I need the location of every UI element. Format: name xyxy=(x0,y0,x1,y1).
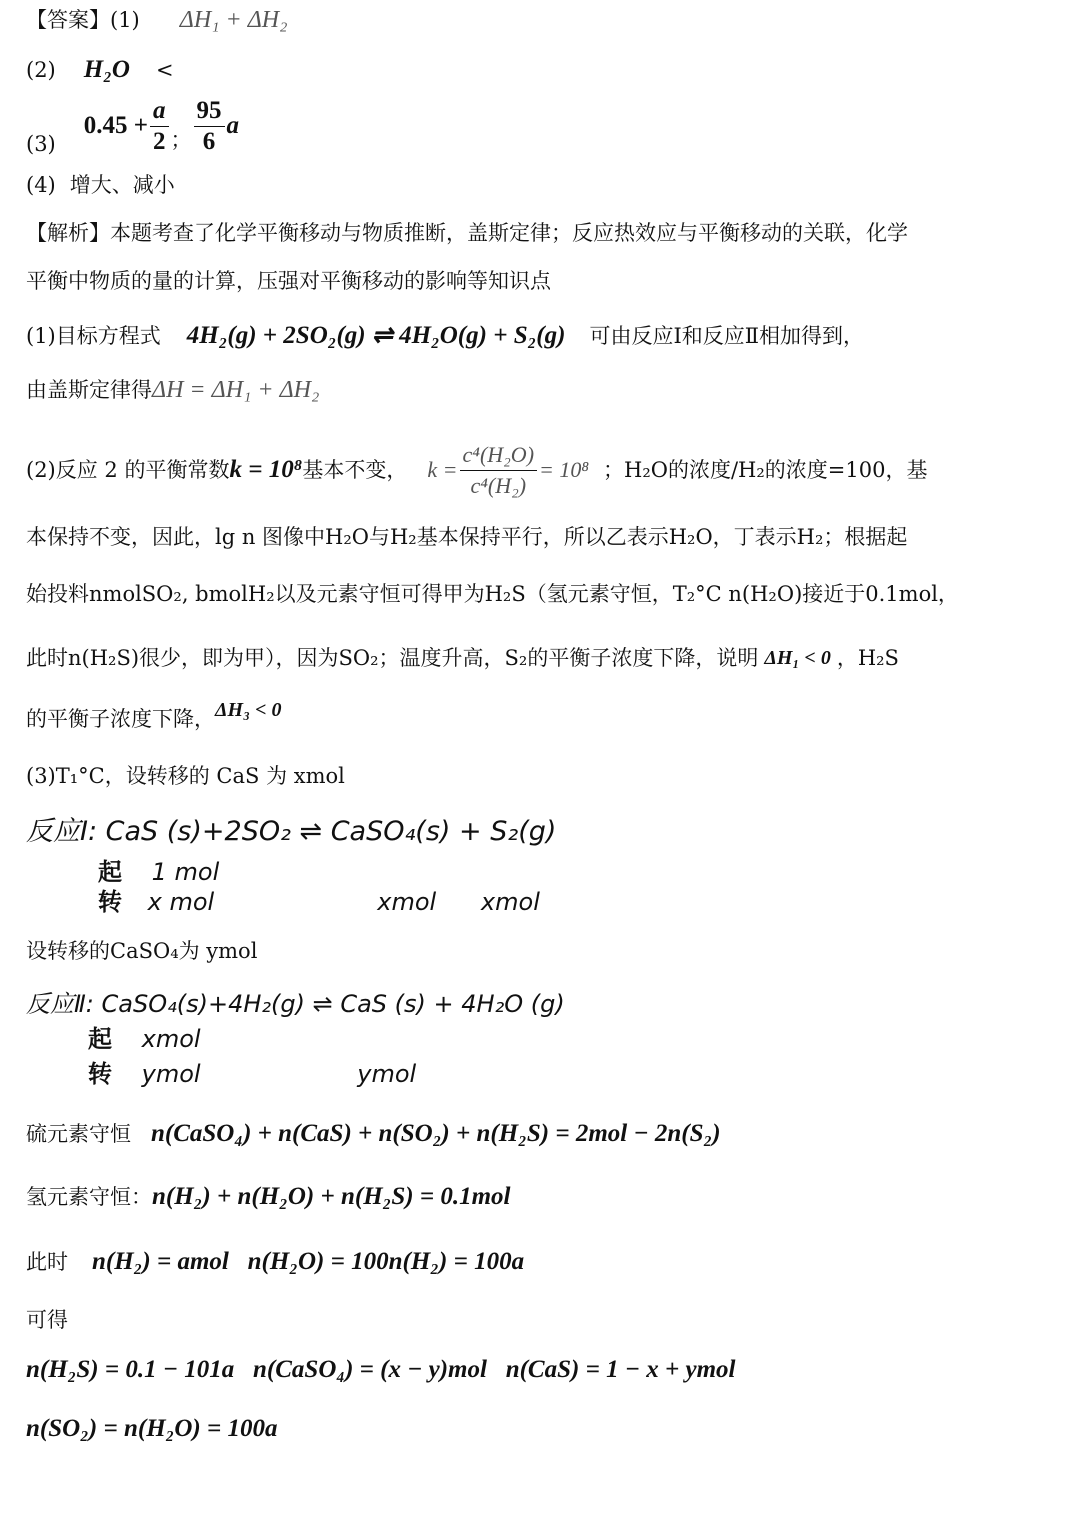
hydrogen-equation: n(H₂) + n(H₂O) + n(H₂S) = 0.1mol xyxy=(152,1183,511,1210)
s2-line4-a: 此时n(H₂S)很少，即为甲），因为SO₂；温度升高，S₂的平衡子浓度下降，说明 xyxy=(26,646,759,670)
sulfur-conservation xyxy=(26,1120,721,1148)
answer-line-4 xyxy=(26,171,175,199)
answer-p2-sign: < xyxy=(155,58,174,82)
answer-p3-a: 0.45 + xyxy=(83,112,148,139)
analysis-s2-line3: 始投料nmolSO₂, bmolH₂以及元素守恒可得甲为H₂S（氢元素守恒，T₂°C n(H₂O)接近于0.1mol， xyxy=(26,582,959,606)
hw1-row1-label: 起 xyxy=(98,858,122,886)
answer-p2-num: (2) xyxy=(26,58,56,82)
s1-prefix: (1)目标方程式 xyxy=(26,324,161,348)
answer-tag: 【答案】 xyxy=(26,8,110,32)
s2-kfrac-den: c⁴(H₂) xyxy=(470,472,527,498)
s2-line5-a: 的平衡子浓度下降， xyxy=(26,707,215,731)
answer-line-2 xyxy=(26,56,174,84)
answer-p3-frac1 xyxy=(150,97,169,156)
hw1-row2-val-2: xmol xyxy=(377,888,437,916)
answer-p1-num: (1) xyxy=(110,8,140,32)
s2-kfrac-num: c⁴(H₂O) xyxy=(460,441,538,471)
hw1-row2 xyxy=(98,888,540,916)
hw1-row2-val-1: x mol xyxy=(147,888,215,916)
now-line xyxy=(26,1248,524,1276)
now-label: 此时 xyxy=(26,1250,68,1274)
answer-p3-frac2-den: 6 xyxy=(202,127,216,155)
s2-mid: 基本不变， xyxy=(302,458,408,482)
s2-k: k = 10⁸ xyxy=(229,456,303,483)
s1-suffix: 可由反应Ⅰ和反应Ⅱ相加得到， xyxy=(589,324,865,348)
hw2-row2-val-1: ymol xyxy=(141,1060,201,1088)
analysis-s2-line1 xyxy=(26,430,927,510)
analysis-s2-line5 xyxy=(26,699,282,733)
analysis-intro-2: 平衡中物质的量的计算，压强对平衡移动的影响等知识点 xyxy=(26,269,551,293)
s1-line2-expr: ΔH = ΔH₁ + ΔH₂ xyxy=(152,377,320,403)
hydrogen-label: 氢元素守恒： xyxy=(26,1185,152,1209)
answer-line-1 xyxy=(26,6,287,34)
hw2-equation: 反应Ⅱ: CaSO₄(s)+4H₂(g) ⇌ CaS (s) + 4H₂O (g) xyxy=(26,990,565,1018)
obtain-label: 可得 xyxy=(26,1308,68,1332)
s2-kfrac-right: = 10⁸ xyxy=(539,457,590,482)
now-equation: n(H₂) = amol n(H₂O) = 100n(H₂) = 100a xyxy=(92,1248,525,1275)
analysis-s3-line2: 设转移的CaSO₄为 ymol xyxy=(26,939,258,963)
hw2-row1-label: 起 xyxy=(88,1025,112,1053)
s2-line5-b: ΔH₃ < 0 xyxy=(215,699,282,721)
s2-prefix: (2)反应 2 的平衡常数 xyxy=(26,458,230,482)
analysis-s2-line4 xyxy=(26,644,899,672)
analysis-intro-1-text: 本题考查了化学平衡移动与物质推断，盖斯定律；反应热效应与平衡移动的关联，化学 xyxy=(110,221,908,245)
s2-tail: ；H₂O的浓度/H₂的浓度=100，基 xyxy=(603,458,928,482)
answer-p3-sep: ； xyxy=(170,128,192,152)
s1-line2-prefix: 由盖斯定律得 xyxy=(26,378,152,402)
sulfur-equation: n(CaSO₄) + n(CaS) + n(SO₂) + n(H₂S) = 2mol − 2n(S₂) xyxy=(151,1120,721,1147)
answer-p3-frac2-num: 95 xyxy=(194,97,225,127)
s1-equation: 4H₂(g) + 2SO₂(g) ⇌ 4H₂O(g) + S₂(g) xyxy=(186,322,566,349)
hw1-row1-val: 1 mol xyxy=(151,858,220,886)
s2-kfrac xyxy=(460,441,538,500)
answer-p3-frac2 xyxy=(194,97,225,156)
hw2-row2-label: 转 xyxy=(88,1060,112,1088)
hw1-row2-label: 转 xyxy=(98,888,122,916)
answer-p3-frac1-den: 2 xyxy=(153,127,166,155)
answer-p3-num: (3) xyxy=(26,132,56,156)
hw2-row2-val-2: ymol xyxy=(357,1060,417,1088)
answer-p3-tail: a xyxy=(226,112,239,139)
result-line-1: n(H₂S) = 0.1 − 101a n(CaSO₄) = (x − y)mol n(CaS) = 1 − x + ymol xyxy=(26,1356,736,1383)
answer-p1-expr: ΔH₁ + ΔH₂ xyxy=(179,7,288,33)
s2-line4-c: ，H₂S xyxy=(836,646,899,670)
answer-line-3 xyxy=(26,94,239,158)
hw1-row1 xyxy=(98,858,219,886)
analysis-s3-line1: (3)T₁°C，设转移的 CaS 为 xmol xyxy=(26,764,345,788)
hydrogen-conservation xyxy=(26,1183,510,1211)
s2-line4-b: ΔH₁ < 0 xyxy=(764,647,831,669)
sulfur-label: 硫元素守恒 xyxy=(26,1122,131,1146)
analysis-s2-line2: 本保持不变，因此，lg n 图像中H₂O与H₂基本保持平行，所以乙表示H₂O，丁表示H₂；根据起 xyxy=(26,525,908,549)
s2-kfrac-left: k = xyxy=(427,457,458,482)
analysis-intro-1 xyxy=(26,219,908,247)
answer-p3-frac1-num: a xyxy=(150,97,169,127)
analysis-tag: 【解析】 xyxy=(26,221,110,245)
result-line-2: n(SO₂) = n(H₂O) = 100a xyxy=(26,1415,278,1442)
hw2-row2 xyxy=(88,1060,416,1088)
answer-p3-expr xyxy=(84,97,239,156)
answer-p2-expr: H₂O xyxy=(83,56,130,83)
analysis-s1-line2 xyxy=(26,376,319,404)
hw1-row2-val-3: xmol xyxy=(480,888,540,916)
answer-p4-num: (4) xyxy=(26,173,56,197)
answer-p4-text: 增大、减小 xyxy=(69,173,175,197)
hw2-row1 xyxy=(88,1025,201,1053)
analysis-s1-line1 xyxy=(26,322,864,350)
hw1-equation: 反应Ⅰ: CaS (s)+2SO₂ ⇌ CaSO₄(s) + S₂(g) xyxy=(26,816,557,847)
s2-k-fraction xyxy=(427,441,603,500)
hw2-row1-val: xmol xyxy=(141,1025,201,1053)
